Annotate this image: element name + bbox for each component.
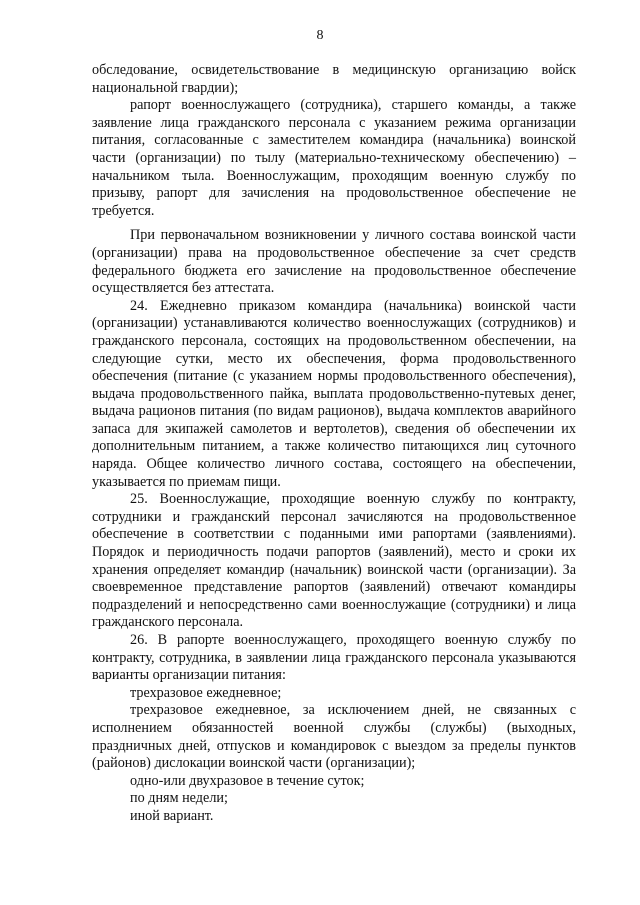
list-item: иной вариант. <box>130 807 214 824</box>
paragraph: При первоначальном возникновении у личного состава воинской части (организации) права на продовольственное обеспечение за счет средств федерального бюджета его зачисление на продовольственное обеспечение осуществляется без аттестата. <box>92 227 576 297</box>
paragraph-clause-24: 24. Ежедневно приказом командира (начальника) воинской части (организации) устанавливаются количество военнослужащих (сотрудников) и гражданского персонала, состоящих на продовольственном обеспечении, на следующие сутки, место их обеспечения, форма продовольственного обеспечения (питание (с указанием нормы продовольственного обеспечения), выдача продовольственного пайка, выплата продовольственно-путевых денег, выдача рационов питания (по видам рационов), выдача комплектов аварийного запаса для экипажей самолетов и вертолетов), сведения об обеспечении их дополнительным питанием, а также количество питающихся лиц суточного наряда. Общее количество личного состава, состоящего на обеспечении, указывается по приемам пищи. <box>92 297 576 490</box>
paragraph-clause-26: 26. В рапорте военнослужащего, проходящего военную службу по контракту, сотрудника, в заявлении лица гражданского персонала указываются варианты организации питания: <box>92 632 576 684</box>
body-text <box>92 62 576 826</box>
paragraph: рапорт военнослужащего (сотрудника), старшего команды, а также заявление лица гражданского персонала с указанием режима организации питания, согласованные с заместителем командира (начальника) воинской части (организации) по тылу (материально-техническому обеспечению) – начальником тыла. Военнослужащим, проходящим военную службу по призыву, рапорт для зачисления на продовольственное обеспечение не требуется. <box>92 97 576 219</box>
paragraph: обследование, освидетельствование в медицинскую организацию войск национальной гвардии); <box>92 62 576 96</box>
list-item: одно-или двухразовое в течение суток; <box>130 772 365 789</box>
page-number: 8 <box>316 28 324 43</box>
list-item: трехразовое ежедневное; <box>130 684 282 701</box>
paragraph-clause-25: 25. Военнослужащие, проходящие военную службу по контракту, сотрудники и гражданский персонал зачисляются на продовольственное обеспечение в соответствии с поданными ими рапортами (заявлениями). Порядок и периодичность подачи рапортов (заявлений), место и сроки их хранения определяет командир (начальник) воинской части (организации). За своевременное представление рапортов (заявлений) отвечают командиры подразделений и непосредственно сами военнослужащие (сотрудники) и лица гражданского персонала. <box>92 491 576 631</box>
list-item: по дням недели; <box>130 790 228 807</box>
list-item: трехразовое ежедневное, за исключением дней, не связанных с исполнением обязанностей военной службы (службы) (выходных, праздничных дней, отпусков и командировок с выездом за пределы пунктов (районов) дислокации воинской части (организации); <box>92 702 576 772</box>
